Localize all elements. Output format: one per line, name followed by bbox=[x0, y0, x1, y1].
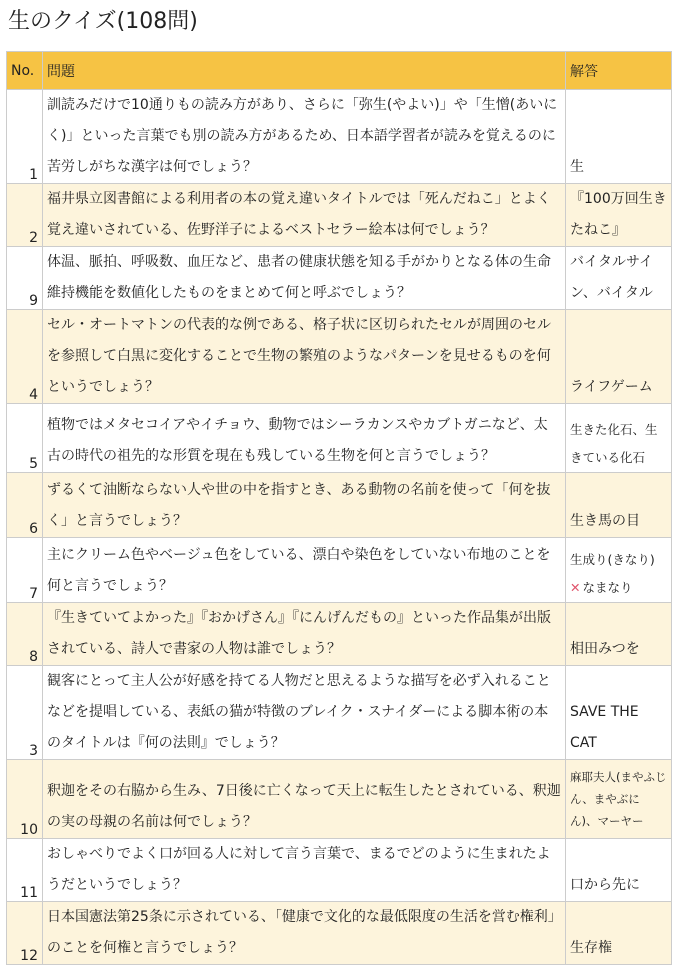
table-row bbox=[7, 310, 672, 404]
row-number: 4 bbox=[7, 310, 43, 404]
table-row bbox=[7, 839, 672, 902]
table-row bbox=[7, 184, 672, 247]
question-cell: 釈迦をその右脇から生み、7日後に亡くなって天上に転生したとされている、釈迦の実の母親の名前は何でしょう？ bbox=[43, 760, 566, 839]
question-cell: 植物ではメタセコイアやイチョウ、動物ではシーラカンスやカブトガニなど、太古の時代の祖先的な形質を現在も残している生物を何と言うでしょう？ bbox=[43, 404, 566, 473]
table-row bbox=[7, 404, 672, 473]
row-number: 3 bbox=[7, 666, 43, 760]
answer-cell: 生きた化石、生きている化石 bbox=[566, 404, 672, 473]
column-header-no: No. bbox=[7, 52, 43, 90]
table-row bbox=[7, 760, 672, 839]
answer-cell: 生存権 bbox=[566, 902, 672, 965]
row-number: 8 bbox=[7, 603, 43, 666]
row-number: 11 bbox=[7, 839, 43, 902]
table-row bbox=[7, 247, 672, 310]
question-cell: 『生きていてよかった』『おかげさん』『にんげんだもの』といった作品集が出版されている、詩人で書家の人物は誰でしょう？ bbox=[43, 603, 566, 666]
question-cell: 訓読みだけで10通りもの読み方があり、さらに「弥生(やよい)」や「生憎(あいにく)」といった言葉でも別の読み方があるため、日本語学習者が読みを覚えるのに苦労しがちな漢字は何でしょう？ bbox=[43, 90, 566, 184]
table-row bbox=[7, 90, 672, 184]
answer-cell: 麻耶夫人(まやふじん、まやぶにん)、マーヤー bbox=[566, 760, 672, 839]
answer-cell: 生 bbox=[566, 90, 672, 184]
table-row bbox=[7, 603, 672, 666]
column-header-answer: 解答 bbox=[566, 52, 672, 90]
answer-cell: 口から先に bbox=[566, 839, 672, 902]
row-number: 7 bbox=[7, 538, 43, 603]
answer-cell: ライフゲーム bbox=[566, 310, 672, 404]
page-title: 生のクイズ(108問) bbox=[8, 9, 198, 34]
question-cell: セル・オートマトンの代表的な例である、格子状に区切られたセルが周囲のセルを参照して白黒に変化することで生物の繁殖のようなパターンを見せるものを何というでしょう？ bbox=[43, 310, 566, 404]
column-header-question: 問題 bbox=[43, 52, 566, 90]
table-row bbox=[7, 902, 672, 965]
question-cell: 観客にとって主人公が好感を持てる人物だと思えるような描写を必ず入れることなどを提唱している、表紙の猫が特徴のブレイク・スナイダーによる脚本術の本のタイトルは『何の法則』でしょう？ bbox=[43, 666, 566, 760]
row-number: 2 bbox=[7, 184, 43, 247]
table-row bbox=[7, 473, 672, 538]
question-cell: 日本国憲法第25条に示されている、「健康で文化的な最低限度の生活を営む権利」のことを何権と言うでしょう？ bbox=[43, 902, 566, 965]
row-number: 10 bbox=[7, 760, 43, 839]
question-cell: おしゃべりでよく口が回る人に対して言う言葉で、まるでどのように生まれたようだというでしょう？ bbox=[43, 839, 566, 902]
question-cell: 体温、脈拍、呼吸数、血圧など、患者の健康状態を知る手がかりとなる体の生命維持機能を数値化したものをまとめて何と呼ぶでしょう？ bbox=[43, 247, 566, 310]
answer-text: 生成り(きなり) bbox=[570, 552, 655, 567]
answer-cell: 相田みつを bbox=[566, 603, 672, 666]
wrong-answer bbox=[570, 574, 667, 602]
question-cell: 主にクリーム色やベージュ色をしている、漂白や染色をしていない布地のことを何と言うでしょう？ bbox=[43, 538, 566, 603]
answer-cell: 生き馬の目 bbox=[566, 473, 672, 538]
question-cell: ずるくて油断ならない人や世の中を指すとき、ある動物の名前を使って「何を抜く」と言うでしょう？ bbox=[43, 473, 566, 538]
answer-cell: バイタルサイン、バイタル bbox=[566, 247, 672, 310]
row-number: 6 bbox=[7, 473, 43, 538]
row-number: 9 bbox=[7, 247, 43, 310]
table-header-row bbox=[7, 52, 672, 90]
wrong-answer-text: なまなり bbox=[582, 580, 633, 595]
table-row bbox=[7, 666, 672, 760]
table-row bbox=[7, 538, 672, 603]
answer-cell: 『100万回生きたねこ』 bbox=[566, 184, 672, 247]
row-number: 12 bbox=[7, 902, 43, 965]
quiz-table bbox=[6, 51, 672, 965]
wrong-mark-icon: ✕ bbox=[570, 580, 581, 595]
answer-cell bbox=[566, 538, 672, 603]
row-number: 1 bbox=[7, 90, 43, 184]
answer-cell: SAVE THE CAT bbox=[566, 666, 672, 760]
row-number: 5 bbox=[7, 404, 43, 473]
question-cell: 福井県立図書館による利用者の本の覚え違いタイトルでは「死んだねこ」とよく覚え違いされている、佐野洋子によるベストセラー絵本は何でしょう？ bbox=[43, 184, 566, 247]
